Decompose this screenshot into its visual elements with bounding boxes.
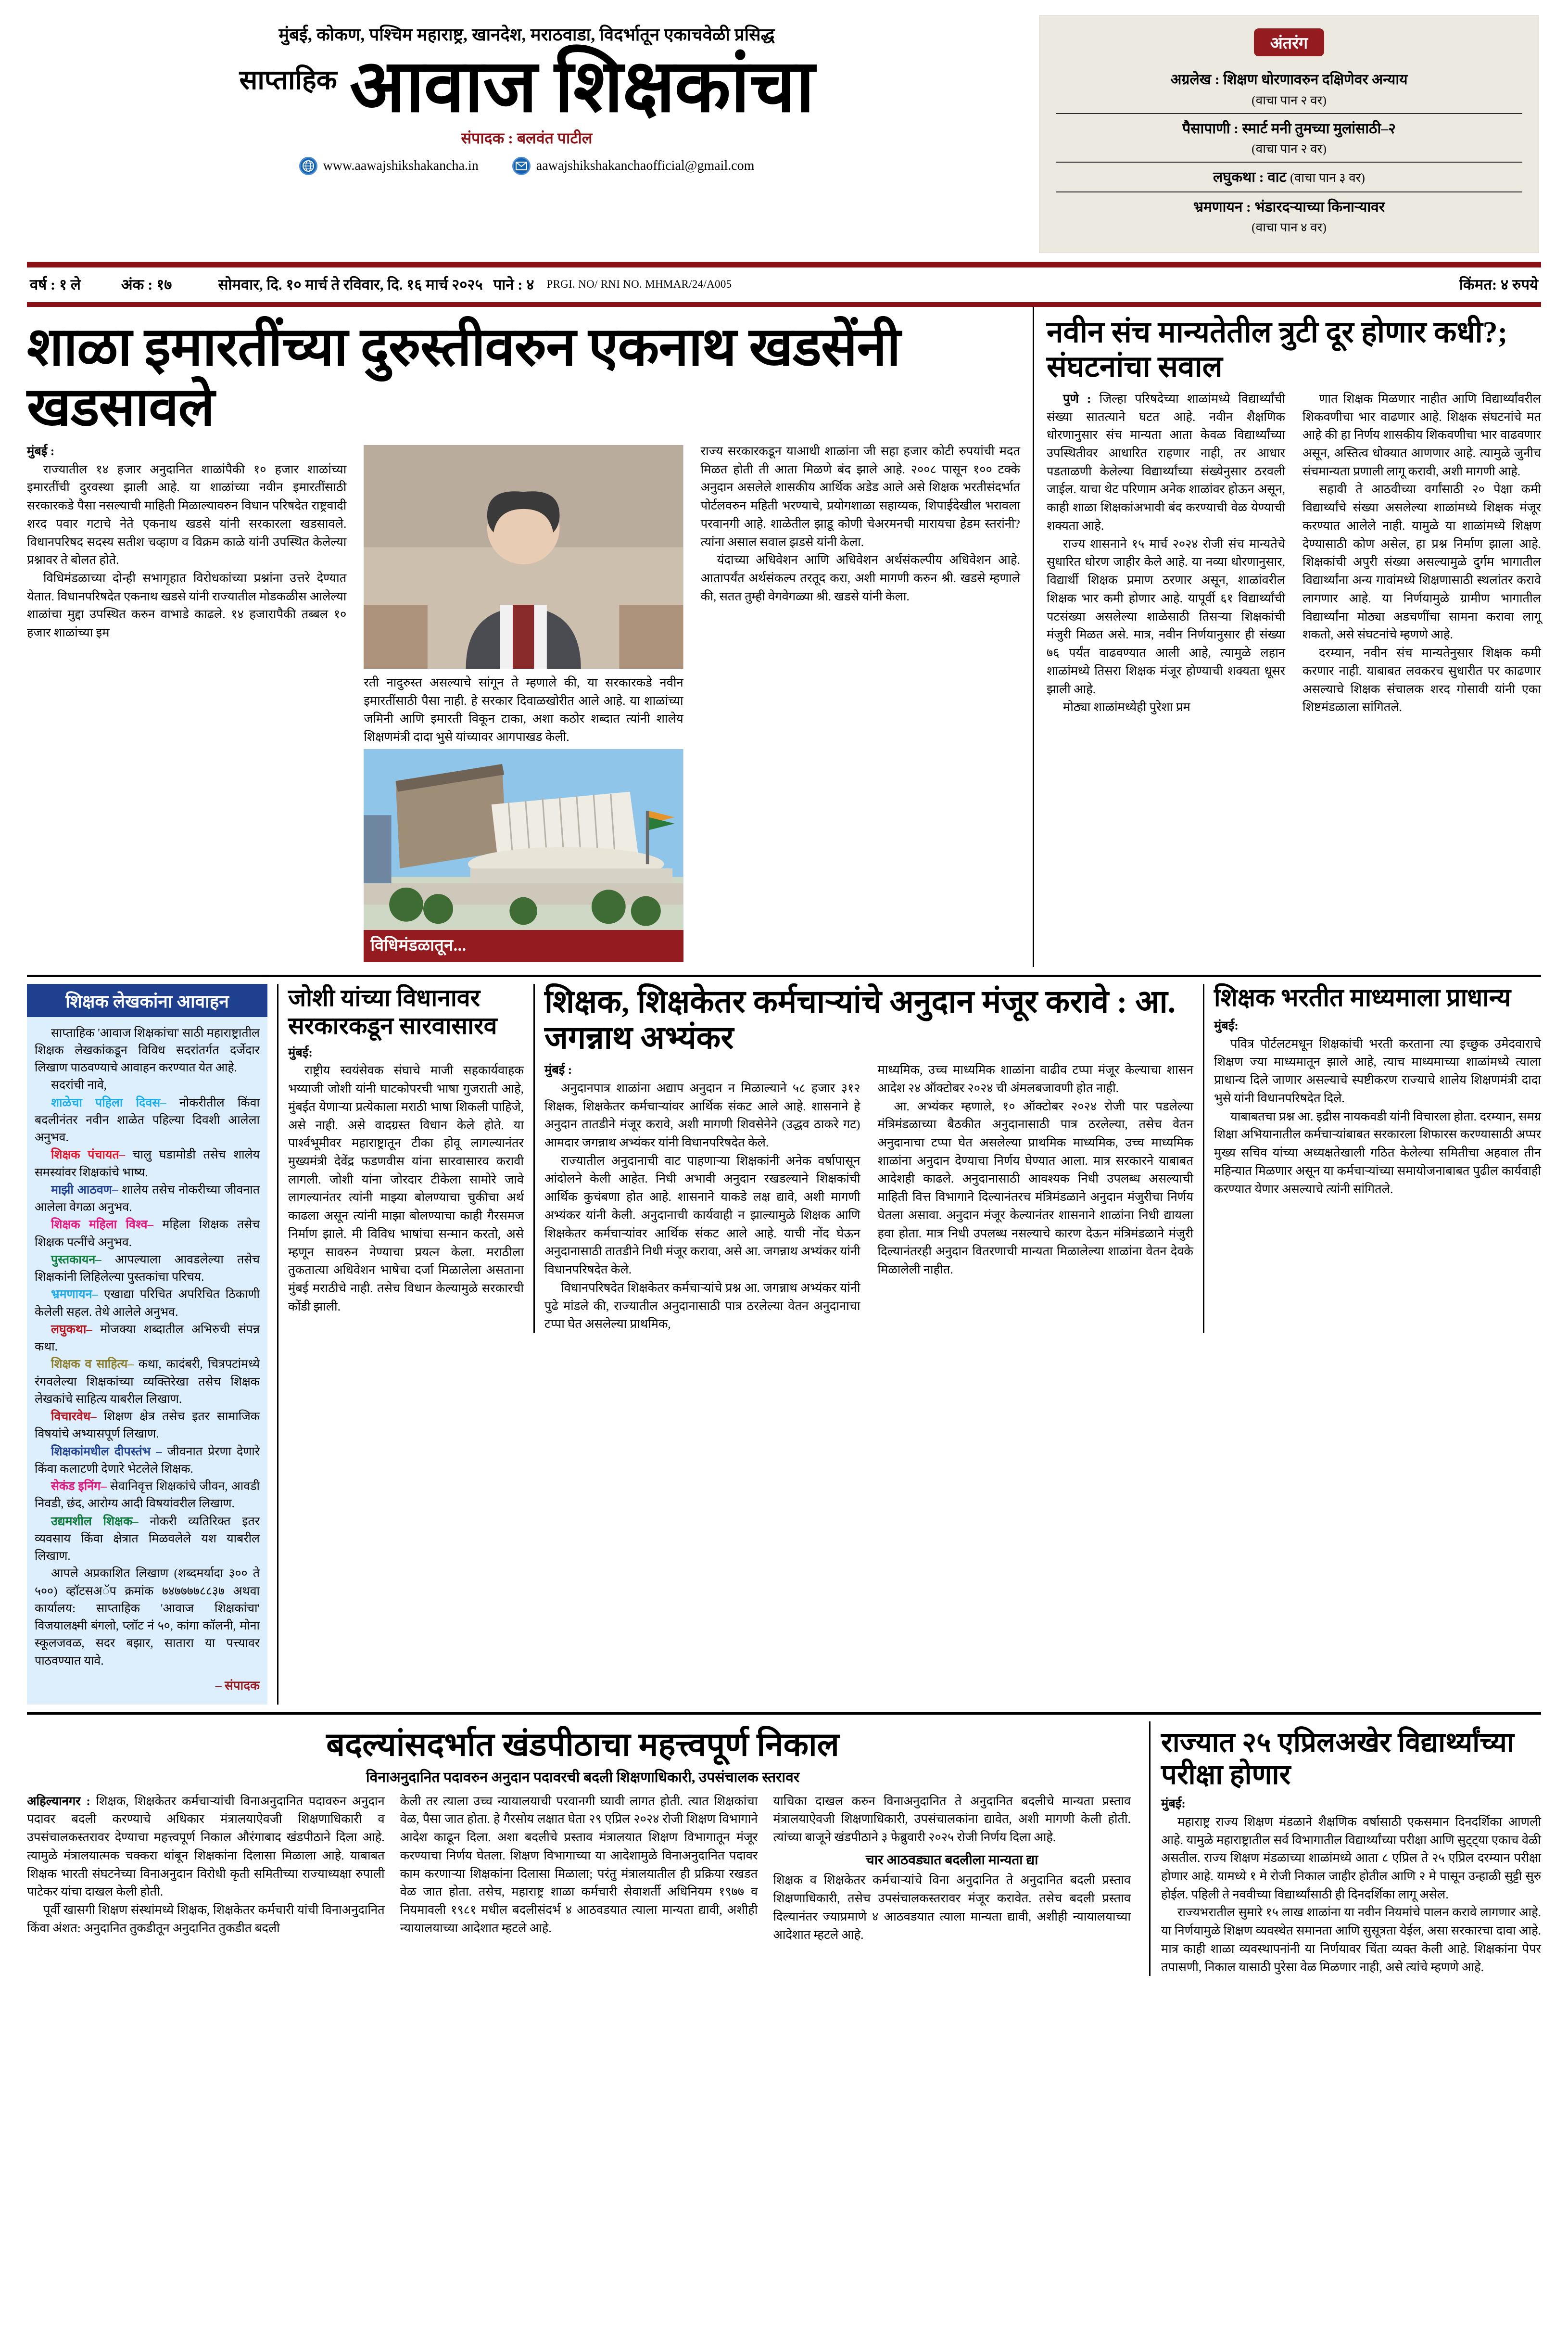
- sidebar-section-desc: मोजक्या शब्दातील अभिरुची संपन्न कथा.: [35, 1323, 260, 1354]
- lead-dateline: मुंबई :: [27, 444, 55, 458]
- info-bar: [27, 267, 1541, 299]
- verdict-para: शिक्षक व शिक्षकेतर कर्मचाऱ्यांचे विना अनुदानित ते अनुदानित बदली प्रस्ताव शिक्षणाधिकारी, तसेच उपसंचालकस्तरावर मंजूर करावेत. तसेच बदली प्रस्ताव दिल्यानंतर ज्याप्रमाणे ४ आठवडयात त्याला मान्यता द्यावी, अशीही न्यायालयाच्या आदेशात म्हटले आहे.: [773, 1873, 1131, 1942]
- verdict-column-1: [27, 1792, 392, 1944]
- exams-body: [1161, 1795, 1541, 1976]
- verdict-subhead: विनाअनुदानित पदावरुन अनुदान पदावरची बदली शिक्षणाधिकारी, उपसंचालक स्तरावर: [366, 1769, 800, 1785]
- antarang-box: [1039, 15, 1539, 253]
- verdict-first-para: [27, 1792, 385, 1901]
- bottom-section: [27, 1721, 1541, 1976]
- email-text: aawajshikshakanchaofficial@gmail.com: [536, 158, 755, 173]
- sidebar-section-name: पुस्तकायन–: [51, 1253, 101, 1266]
- verdict-para: शिक्षक, शिक्षकेतर कर्मचाऱ्यांची विनाअनुदानित पदावरुन अनुदान पदावर बदली करण्याचे अधिकार मंत्रालयाऐवजी शिक्षणाधिकारी व उपसंचालकस्तरावर देण्याचा महत्त्वपूर्ण निकाल औरंगाबाद खंडपीठाने दिला आहे. त्यामुळे मंत्रालयात्मक चक्करा थांबून शिक्षकांना दिलासा मिळाला आहे. याबाबत शिक्षक भारती संघटनेच्या विनाअनुदान विरोधी कृती समितीच्या राज्याध्यक्षा रुपाली पाटेकर यांचा दाखल केली होती.: [27, 1794, 385, 1899]
- info-year: वर्ष : १ ले: [30, 276, 81, 293]
- abhyankar-para: विधानपरिषदेत शिक्षकेतर कर्मचाऱ्यांचे प्रश्न आ. जगन्नाथ अभ्यंकर यांनी पुढे मांडले की, राज्यातील अनुदानासाठी पात्र ठरलेल्या वेतन अनुदानाचा टप्पा घेत असलेल्या प्राथमिक,: [544, 1280, 860, 1331]
- right-lead-columns: [1047, 390, 1541, 716]
- right-lead-para: राज्य शासनाने १५ मार्च २०२४ रोजी संच मान्यतेचे सुधारित धोरण जाहीर केले आहे. या नव्या धोरणानुसार, विद्यार्थी शिक्षक प्रमाण ठरणार असून, शाळांवरील शिक्षक भार कमी होणार आहे. यापूर्वी ६१ विद्यार्थ्यांची पटसंख्या असलेल्या शाळेसाठी तिसऱ्या शिक्षकांची मंजुरी मिळत असे. मात्र, नवीन निर्णयानुसार ही संख्या ७६ पर्यंत वाढवण्यात आली आहे, त्यामुळे लहान शाळांमध्ये तिसरा शिक्षक मंजूर होण्याची शक्यता धूसर झाली आहे.: [1047, 536, 1285, 696]
- joshi-body: [288, 1044, 524, 1316]
- sidebar-section-item: [35, 1478, 260, 1513]
- sidebar-section-desc: महिला शिक्षक तसेच शिक्षक पत्नींचे अनुभव.: [35, 1218, 260, 1249]
- right-lead-story: [1034, 307, 1541, 967]
- sidebar-section-name: शिक्षक व साहित्य–: [51, 1358, 134, 1371]
- bharti-story: [1204, 984, 1541, 1333]
- sidebar-section-desc: नोकरी व्यतिरिक्त इतर व्यवसाय किंवा क्षेत्रात मिळवलेले यश याबरील लिखाण.: [35, 1515, 260, 1563]
- vidhimandal-badge: विधिमंडळातून...: [364, 930, 683, 962]
- abhyankar-headline: शिक्षक, शिक्षकेतर कर्मचाऱ्यांचे अनुदान मंजूर करावे : आ. जगन्नाथ अभ्यंकर: [544, 984, 1176, 1056]
- sidebar-section-item: [35, 1286, 260, 1321]
- abhyankar-para: आ. अभ्यंकर म्हणाले, १० ऑक्टोबर २०२४ रोजी पार पडलेल्या मंत्रिमंडळाच्या बैठकीत अनुदानासाठी पात्र ठरलेल्या, तसेच वेतन अनुदानाचा टप्पा घेत असलेल्या प्राथमिक माध्यमिक, उच्च माध्यमिक शाळांना अनुदान देण्याचा निर्णय घेण्यात आला. मात्र सरकारने याबाबत आदेशही काढले. अनुदानासाठी आवश्यक निधी उपलब्ध असल्याची माहिती वित्त विभागाने दिल्यानंतरच मंत्रिमंडळाने अनुदान मंजुरीचा निर्णय घेतला असावा. अनुदान मंजूर केल्यानंतर शासनाने शाळांना निधी द्यायला हवा होता. मात्र निधी उपलब्ध नसल्याचे कारण देऊन मंत्रिमंडळाने मंजुरी दिल्यानंतरही अनुदान वितरणाची मान्यता मिळालेल्या शाळांना वेतन देवके मिळालेली नाहीत.: [877, 1099, 1193, 1277]
- antarang-item-page: (वाचा पान ३ वर): [1290, 171, 1365, 185]
- bharti-dateline-para: [1214, 1017, 1541, 1035]
- verdict-para: याचिका दाखल करुन विनाअनुदानित ते अनुदानित बदलीचे मान्यता प्रस्ताव मंत्रालयाऐवजी शिक्षणाधिकारी, उपसंचालकांना द्यावेत, अशी मागणी केली होती. त्यांच्या बाजूने खंडपीठाने ३ फेब्रुवारी २०२५ रोजी निर्णय दिला आहे.: [773, 1794, 1131, 1845]
- exams-para: महाराष्ट्र राज्य शिक्षण मंडळाने शैक्षणिक वर्षासाठी एकसमान दिनदर्शिका आणली आहे. यामुळे महाराष्ट्रातील सर्व विभागातील विद्यार्थ्यांच्या परीक्षा आणि सुट्ट्या एकाच वेळी असतील. राज्य शिक्षण मंडळाच्या शाळांमध्ये आता ८ एप्रिल ते २५ एप्रिल दरम्यान परीक्षा होणार आहे. यामध्ये १ मे रोजी निकाल जाहीर होतील आणि २ मे पासून उन्हाळी सुट्टी सुरु होईल. पहिली ते नववीच्या विद्यार्थ्यांसाठी ही दिनदर्शिका लागू असेल.: [1161, 1814, 1541, 1901]
- verdict-para: केली तर त्याला उच्च न्यायालयाची परवानगी घ्यावी लागत होती. त्यात शिक्षकांचा वेळ, पैसा जात होता. हे गैरसोय लक्षात घेता २९ एप्रिल २०२४ रोजी शिक्षण विभागाने आदेश काढून दिला. अशा बदलीचे प्रस्ताव मंत्रालयात शिक्षण विभागातून मंजूर करण्याचा निर्णय घेतला. शिक्षण विभागाच्या या आदेशामुळे विनाअनुदानित पदावर काम करणाऱ्या शिक्षकांना दिलासा मिळाला; परंतु मंत्रालयातील ही प्रक्रिया रखडत वेळ जात होता. तसेच, महाराष्ट्र शाळा कर्मचारी सेवाशर्ती अधिनियम १९७७ व नियमावली १९८१ मधील बदलीसंदर्भ ४ आठवडयात त्याला मान्यता द्यावी, अशीही न्यायालयाच्या आदेशात म्हटले आहे.: [400, 1794, 758, 1935]
- verdict-para: पूर्वी खासगी शिक्षण संस्थांमध्ये शिक्षक, शिक्षकेतर कर्मचारी यांची विनाअनुदानित किंवा अंशत: अनुदानित तुकडीतून अनुदानित तुकडीत बदली: [27, 1903, 385, 1935]
- sidebar-section-item: [35, 1408, 260, 1443]
- masthead-contacts: [29, 157, 1024, 175]
- sidebar-section-item: [35, 1513, 260, 1566]
- sidebar-body: [27, 1017, 267, 1705]
- lead-para: राज्यातील १४ हजार अनुदानित शाळांपैकी १० हजार शाळांच्या इमारतींची दुरवस्था झाली आहे. या शाळांच्या नवीन इमारतींसाठी सरकारकडे पैसा नसल्याची माहिती मिळाल्यावरुन विधान परिषदेत राष्ट्रवादी शरद पवार गटाचे नेते एकनाथ खडसे यांनी सरकारला खडसावले. विधानपरिषद सदस्य सतीश चव्हाण व विक्रम काळे यांनी उपस्थित केलेल्या प्रश्नावर ते बोलत होते.: [27, 462, 347, 567]
- sidebar-section-item: [35, 1216, 260, 1251]
- page-content: [27, 307, 1541, 1976]
- exams-dateline: मुंबई:: [1161, 1796, 1186, 1811]
- sidebar-section-name: सेकंड इनिंग–: [51, 1480, 107, 1493]
- sidebar-section-item: [35, 1095, 260, 1147]
- verdict-headline: बदल्यांसदर्भात खंडपीठाचा महत्त्वपूर्ण निकाल: [326, 1726, 839, 1763]
- bharti-para: याबाबतचा प्रश्न आ. इद्रीस नायकवडी यांनी विचारला होता. दरम्यान, समग्र शिक्षा अभियानातील कर्मचाऱ्यांबाबत सरकारला शिफारस करण्यासाठी अप्पर मुख्य सचिव यांच्या अध्यक्षतेखाली गठित केलेल्या समितीचा अहवाल तीन महिन्यात मिळणार असून या कर्मचाऱ्यांच्या समायोजनाबाबत पुढील कार्यवाही करण्यात येणार असल्याचे त्यांनी सांगितले.: [1214, 1109, 1541, 1196]
- sidebar-section-name: शिक्षक पंचायत–: [51, 1148, 126, 1162]
- abhyankar-para: माध्यमिक, उच्च माध्यमिक शाळांना वाढीव टप्पा मंजूर केल्याचा शासन आदेश २४ ऑक्टोबर २०२४ ची अंमलबजावणी होत नाही.: [877, 1063, 1193, 1095]
- sidebar-names-label: सदरांची नावे,: [51, 1079, 107, 1092]
- right-lead-para: णात शिक्षक मिळणार नाहीत आणि विद्यार्थ्यांवरील शिकवणीचा भार वाढणार आहे. शिक्षक संघटनांचे मत आहे की हा निर्णय शासकीय शिकवणीचा भार वाढवणार असून, अस्तित्व धोक्यात आणणार आहे. त्यामुळे जुनीच संचमान्यता प्रणाली लागू करावी, अशी मागणी आहे.: [1302, 391, 1541, 478]
- sidebar-section-name: शाळेचा पहिला दिवस–: [51, 1096, 166, 1109]
- lead-para: राज्य सरकारकडून याआधी शाळांना जी सहा हजार कोटी रुपयांची मदत मिळत होती ती आता मिळणे बंद झाले आहे. २००८ पासून १०० टक्के अनुदान असलेले शासकीय आर्थिक अडेड आले असे शिक्षक भरतीसंदर्भात पोर्टलवरुन महिती भरण्याचे, प्रयोगशाळा सहाय्यक, शिपाईदेखील भरावला परवानगी आहे. शाळेतील झाडू कोणी चेअरमनची मारायचा हेडम स्तरांनी? त्यांना असाल सवाल झडसे यांनी केला.: [700, 444, 1020, 549]
- masthead-title: आवाज शिक्षकांचा: [349, 46, 814, 127]
- sidebar-section-item: [35, 1146, 260, 1182]
- verdict-mid-subhead: चार आठवड्यात बदलीला मान्यता द्या: [865, 1852, 1038, 1868]
- bharti-body: [1214, 1017, 1541, 1198]
- section-divider-1: [27, 975, 1541, 977]
- middle-top-row: [288, 984, 1541, 1333]
- middle-section: [27, 984, 1541, 1705]
- info-pages: पाने : ४: [493, 276, 534, 293]
- sidebar-section-name: उद्यमशील शिक्षक–: [51, 1515, 139, 1528]
- masthead: [0, 0, 1568, 253]
- verdict-columns: [27, 1792, 1138, 1944]
- sidebar-section-item: [35, 1182, 260, 1217]
- bottom-rule: [27, 302, 1541, 307]
- abhyankar-column-1: [544, 1061, 869, 1333]
- antarang-item[interactable]: [1056, 191, 1522, 241]
- antarang-item-title: [1056, 168, 1522, 187]
- sidebar-section-item: [35, 1356, 260, 1408]
- exams-headline: राज्यात २५ एप्रिलअखेर विद्यार्थ्यांच्या परीक्षा होणार: [1161, 1726, 1514, 1790]
- bharti-para: पवित्र पोर्टलटमधून शिक्षकांची भरती करताना त्या इच्छुक उमेदवाराचे शिक्षण ज्या माध्यमातून झाले आहे, त्याच माध्यमाच्या शाळांमध्ये त्याला प्राधान्य दिले जाणार असल्याचे स्पष्टीकरण राज्याचे शालेय शिक्षणमंत्री दादा भुसे यांनी विधानपरिषदेत दिले.: [1214, 1036, 1541, 1105]
- masthead-right: [1039, 15, 1539, 253]
- right-lead-para: मोठ्या शाळांमध्येही पुरेशा प्रम: [1063, 700, 1190, 714]
- bharti-dateline: मुंबई:: [1214, 1018, 1239, 1032]
- sidebar-section-desc: सेवानिवृत्त शिक्षकांचे जीवन, आवडी निवडी, छंद, आरोग्य आदी विषयांवरील लिखाण.: [35, 1480, 260, 1511]
- sidebar-address: आपले अप्रकाशित लिखाण (शब्दमर्यादा ३०० ते ५००) व्हॉटसअॅप क्रमांक ७४७७७७८८३७ अथवा कार्यालय: साप्ताहिक 'आवाज शिक्षकांचा' विजयालक्ष्मी बंगलो, प्लॉट नं ५०, कांगा कॉलनी, मोना स्कूलजवळ, सदर बझार, सातारा या पत्त्यावर पाठवण्यात यावे.: [35, 1567, 260, 1668]
- photo-vidhan-wrap: [364, 749, 683, 962]
- section-divider-2: [27, 1712, 1541, 1715]
- masthead-left: [29, 10, 1024, 175]
- masthead-strapline: मुंबई, कोकण, पश्चिम महाराष्ट्र, खानदेश, मराठवाडा, विदर्भातून एकाचवेळी प्रसिद्ध: [278, 25, 775, 44]
- sidebar-section-name: शिक्षक महिला विश्व–: [51, 1218, 153, 1232]
- envelope-icon: [512, 157, 531, 175]
- right-lead-headline: नवीन संच मान्यतेतील त्रुटी दूर होणार कधी?; संघटनांचा सवाल: [1047, 316, 1508, 383]
- joshi-dateline: मुंबई:: [288, 1045, 313, 1059]
- antarang-item-title: पैसापाणी : स्मार्ट मनी तुमच्या मुलांसाठी–२: [1182, 120, 1396, 137]
- exams-dateline-para: [1161, 1795, 1541, 1813]
- photo-khadse: [364, 445, 683, 669]
- exams-story: [1151, 1721, 1541, 1976]
- masthead-editor: संपादक : बलवंत पाटील: [461, 129, 593, 147]
- globe-icon: [299, 157, 317, 175]
- lead-dateline-para: [27, 442, 346, 460]
- masthead-title-row: [29, 46, 1024, 127]
- sidebar-signature: – संपादक: [215, 1678, 260, 1693]
- antarang-item-page: (वाचा पान ४ वर): [1252, 220, 1327, 234]
- exams-para: राज्यभरातील सुमारे १५ लाख शाळांना या नवीन नियमांचे पालन करावे लागणार आहे. या निर्णयामुळे शिक्षण व्यवस्थेत समानता आणि सुसूत्रता येईल, असा सरकारचा दावा आहे. मात्र काही शाळा व्यवस्थापनांनी या निर्णयावर चिंता व्यक्त केली आहे. शिक्षकांना पेपर तपासणी, निकाल यासाठी पुरेसा वेळ मिळणार नाही, असे त्यांचे म्हणणे आहे.: [1161, 1905, 1541, 1974]
- sidebar-section-desc: नोकरीतील किंवा बदलीनंतर नवीन शाळेत पहिल्या दिवशी आलेला अनुभव.: [35, 1096, 260, 1145]
- photo-vidhan-bhavan: [364, 749, 683, 930]
- lead-para: यंदाच्या अधिवेशन आणि अधिवेशन अर्थसंकल्पीय अधिवेशन आहे. आतापर्यंत अर्थसंकल्प तरतूद करा, अशी मागणी करुन श्री. खडसे म्हणाले की, सतत तुम्ही वेगवेगळ्या श्री. खडसे यांनी केला.: [700, 553, 1020, 603]
- antarang-item-title: भ्रमणायन : भंडारदऱ्याच्या किनाऱ्यावर: [1193, 199, 1385, 215]
- top-section: [27, 307, 1541, 967]
- abhyankar-dateline-para: [544, 1061, 860, 1079]
- right-lead-column-1: [1047, 390, 1294, 716]
- antarang-badge: अंतरंग: [1254, 28, 1324, 56]
- right-lead-para: सहावी ते आठवीच्या वर्गांसाठी २० पेक्षा कमी विद्यार्थ्यांचे संख्या असलेल्या शाळांमध्ये शिक्षक मंजूर करण्यात आलेले नाही. यामुळे या शाळांमध्ये शिक्षण देण्यासाठी कोण असेल, हा प्रश्न निर्माण झाला आहे. शिक्षकांची अपुरी संख्या असल्यामुळे दुर्गम भागातील विद्यार्थ्यांना अन्य गावांमध्ये शिक्षणासाठी स्थलांतर करावे लागणार आहे. या निर्णयामुळे ग्रामीण भागातील विद्यार्थ्यांना मोठ्या अडचणींचा सामना करावा लागू शकतो, असे संघटनांचे म्हणणे आहे.: [1302, 482, 1541, 642]
- verdict-column-3: [765, 1792, 1138, 1944]
- sidebar-section-name: विचारवेध–: [51, 1410, 97, 1424]
- sidebar-section-desc: एखाद्या परिचित अपरिचित ठिकाणी केलेली सहल. तेथे आलेले अनुभव.: [35, 1288, 260, 1319]
- right-lead-dateline: पुणे :: [1063, 391, 1091, 406]
- writers-call-sidebar: [27, 984, 278, 1705]
- info-issue: अंक : १७: [121, 276, 172, 293]
- lead-headline: शाळा इमारतींच्या दुरुस्तीवरुन एकनाथ खडसेंनी खडसावले: [27, 318, 900, 438]
- abhyankar-columns: [544, 1061, 1193, 1333]
- sidebar-intro: साप्ताहिक 'आवाज शिक्षकांचा' साठी महाराष्ट्रातील शिक्षक लेखकांकडून विविध सदरांतर्गत दर्जेदार लिखाण पाठवण्याचे आवाहन करण्यात येत आहे.: [35, 1026, 260, 1075]
- masthead-weekly-label: साप्ताहिक: [239, 65, 337, 95]
- sidebar-section-name: भ्रमणायन–: [51, 1288, 98, 1301]
- antarang-item-title-text: लघुकथा : वाट: [1213, 169, 1287, 185]
- sidebar-section-item: [35, 1251, 260, 1286]
- right-lead-first-para: [1047, 390, 1285, 535]
- right-lead-para: दरम्यान, नवीन संच मान्यतेनुसार शिक्षक कमी करणार नाही. याबाबत लवकरच सुधारीत पर काढणार असल्याचे शिक्षक संचालक शरद गोसावी यांनी एका शिष्टमंडळाला सांगितले.: [1302, 646, 1541, 714]
- lead-column-3: [692, 442, 1020, 967]
- antarang-item[interactable]: [1056, 65, 1522, 113]
- antarang-item[interactable]: [1056, 113, 1522, 162]
- info-price: किंमत: ४ रुपये: [1459, 276, 1538, 293]
- website-text: www.aawajshikshakancha.in: [323, 158, 479, 173]
- joshi-dateline-para: [288, 1044, 524, 1062]
- website-contact[interactable]: [299, 157, 479, 175]
- sidebar-section-item: [35, 1443, 260, 1478]
- verdict-dateline: अहिल्यानगर :: [27, 1794, 90, 1808]
- abhyankar-story: [535, 984, 1204, 1333]
- middle-body: [278, 984, 1541, 1705]
- abhyankar-para: राज्यातील अनुदानाची वाट पाहणाऱ्या शिक्षकांनी अनेक वर्षापासून आंदोलने केली आहेत. निधी अभावी अनुदान रखडल्याने शिक्षकांची आर्थिक कुचंबणा होत आहे. शासनाने याकडे लक्ष द्यावे, अशी मागणी अभ्यंकर यांनी केली. अनुदानाची कार्यवाही न झाल्यामुळे शिक्षक आणि शिक्षकेतर कर्मचाऱ्यांवर आर्थिक संकट आले आहे. याची नोंद घेऊन अनुदानासाठी तातडीने निधी मंजूर करावा, असे आ. जगन्नाथ अभ्यंकर यांनी विधानपरिषदेत केले.: [544, 1153, 860, 1277]
- joshi-headline: जोशी यांच्या विधानावर सरकारकडून सारवासारव: [288, 984, 497, 1039]
- sidebar-section-desc: शालेय तसेच नोकरीच्या जीवनात आलेला वेगळा अनुभव.: [35, 1183, 260, 1214]
- antarang-item[interactable]: [1056, 162, 1522, 191]
- sidebar-section-desc: शिक्षण क्षेत्र तसेच इतर सामाजिक विषयांचे अभ्यासपूर्ण लिखाण.: [35, 1410, 260, 1441]
- sidebar-section-item: [35, 1321, 260, 1356]
- sidebar-section-name: लघुकथा–: [51, 1323, 92, 1336]
- verdict-story: [27, 1721, 1151, 1976]
- sidebar-heading: शिक्षक लेखकांना आवाहन: [27, 984, 267, 1017]
- sidebar-section-desc: चालु घडामोडी तसेच शालेय समस्यांवर शिक्षकांचे भाष्य.: [35, 1148, 260, 1179]
- antarang-item-page: (वाचा पान २ वर): [1252, 142, 1327, 156]
- verdict-column-2: [392, 1792, 766, 1944]
- info-rni: PRGI. NO/ RNI NO. MHMAR/24/A005: [546, 278, 732, 290]
- lead-column-2: [355, 442, 692, 967]
- abhyankar-para: अनुदानपात्र शाळांना अद्याप अनुदान न मिळाल्याने ५८ हजार ३१२ शिक्षक, शिक्षकेतर कर्मचाऱ्यांवर आर्थिक संकट आले आहे. शासनाने हे अनुदान तातडीने मंजूर करावे, अशी मागणी शिवसेनेने (उद्धव ठाकरे गट) आमदार जगन्नाथ अभ्यंकर यांनी विधानपरिषदेत केले.: [544, 1081, 860, 1149]
- joshi-story: [288, 984, 535, 1333]
- sidebar-section-desc: आपल्याला आवडलेल्या तसेच शिक्षकांनी लिहिलेल्या पुस्तकांचा परिचय.: [35, 1253, 260, 1284]
- lead-para: विधिमंडळाच्या दोन्ही सभागृहात विरोधकांच्या प्रश्नांना उत्तरे देण्यात येतात. विधानपरिषदेत एकनाथ खडसे यांनी राज्यातील मोडकळीस आलेल्या शाळांचा मुद्दा उपस्थित करुन वाभाडे काढले. १४ हजारापैकी तब्बल १० हजार शाळांच्या इम: [27, 571, 347, 640]
- photo-khadse-wrap: [364, 445, 683, 669]
- lead-column-1: [27, 442, 355, 967]
- lead-para: रती नादुरुस्त असल्याचे सांगून ते म्हणाले की, या सरकारकडे नवीन इमारतींसाठी पैसा नाही. हे सरकार दिवाळखोरीत आले आहे. या शाळांच्या जमिनी आणि इमारती विकून टाका, अशा कठोर शब्दात त्यांनी शालेय शिक्षणमंत्री दादा भुसे यांच्यावर आगपाखड केली.: [364, 675, 683, 744]
- sidebar-section-desc: जीवनात प्रेरणा देणारे किंवा कलाटणी देणारे भेटलेले शिक्षक.: [35, 1445, 260, 1476]
- lead-columns: [27, 442, 1020, 967]
- bharti-headline: शिक्षक भरतीत माध्यमाला प्राधान्य: [1214, 984, 1511, 1012]
- right-lead-para: जिल्हा परिषदेच्या शाळांमध्ये विद्यार्थ्यांची संख्या सातत्याने घटत आहे. नवीन शैक्षणिक धोरणानुसार संच मान्यता आता केवळ विद्यार्थ्यांच्या उपस्थितीवर आधारित राहणार नाही, तर आधार पडताळणी केलेल्या विद्यार्थ्यांच्या संख्येनुसार ठरवली जाईल. याचा थेट परिणाम अनेक शाळांवर होऊन असून, काही शाळा शिक्षकांअभावी बंद करण्याची वेळ येण्याची शक्यता आहे.: [1047, 391, 1285, 533]
- right-lead-column-2: [1294, 390, 1541, 716]
- antarang-item-page: (वाचा पान २ वर): [1252, 93, 1327, 107]
- lead-story: [27, 307, 1034, 967]
- abhyankar-column-2: [869, 1061, 1194, 1333]
- joshi-para: राष्ट्रीय स्वयंसेवक संघाचे माजी सहकार्यवाहक भय्याजी जोशी यांनी घाटकोपरची भाषा गुजराती आहे, मुंबईत येणाऱ्या प्रत्येकाला मराठी भाषा शिकली पाहिजे, असे नाही. असे वादग्रस्त विधान केले होते. या पार्श्वभूमीवर महाराष्ट्रातून टीका होवू लागल्यानंतर मुख्यमंत्री देवेंद्र फडणवीस यांना सारवासारव करावी लागली. जोशी यांना जोरदार टीकेला सामोरे जावे लागल्यानंतर त्यांनी माझ्या बोलण्याचा चुकीचा अर्थ काढला असून त्यांनी माझा बोलण्याचा काही गैरसमज निर्माण झाले. मी विविध भाषांचा सन्मान करतो, असे म्हणून सावरुन नेण्याचा प्रयत्न केला. मराठीला तुकतात्या अधिवेशन भाषेचा दर्जा मिळालेला असताना मुंबई मराठीचे नाही. तसेच विधान केल्यामुळे सरकारची कोंडी झाली.: [288, 1063, 524, 1313]
- abhyankar-dateline: मुंबई :: [544, 1063, 572, 1077]
- info-date: सोमवार, दि. १० मार्च ते रविवार, दि. १६ मार्च २०२५: [218, 276, 483, 293]
- sidebar-section-name: माझी आठवण–: [51, 1183, 118, 1197]
- email-contact[interactable]: [512, 157, 755, 175]
- antarang-item-title: अग्रलेख : शिक्षण धोरणावरुन दक्षिणेवर अन्याय: [1170, 72, 1408, 88]
- sidebar-section-desc: कथा, कादंबरी, चित्रपटांमध्ये रंगवलेल्या शिक्षकांच्या व्यक्तिरेखा तसेच शिक्षक लेखकांचे साहित्य याबरील लिखाण.: [35, 1358, 260, 1406]
- top-rule: [27, 262, 1541, 267]
- sidebar-section-name: शिक्षकांमधील दीपस्तंभ –: [51, 1445, 162, 1458]
